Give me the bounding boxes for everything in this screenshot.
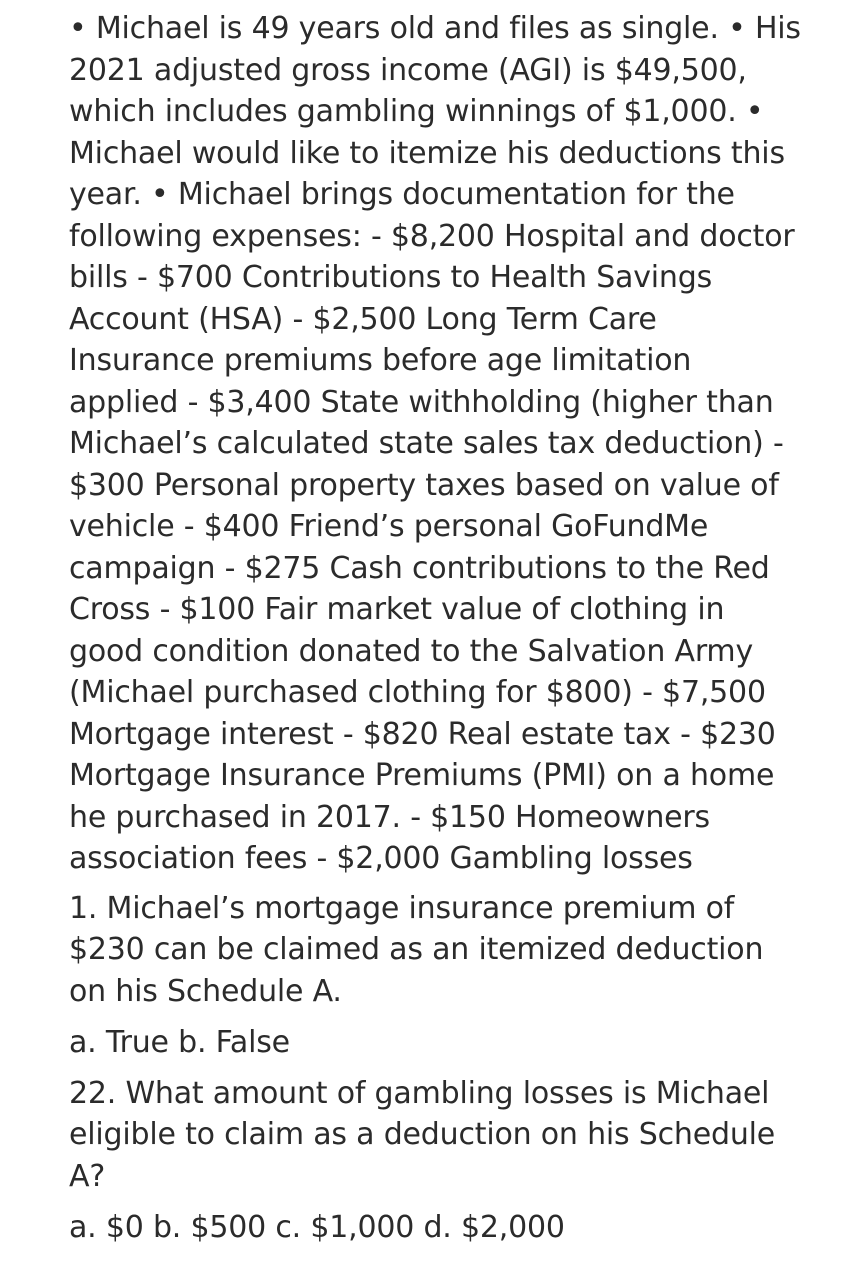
question1-line-1: 1. Michael’s mortgage insurance premium of [69,891,735,926]
scenario-line-7: bills - $700 Contributions to Health Savings [69,260,712,295]
scenario-line-12: $300 Personal property taxes based on value of [69,468,779,503]
scenario-line-14: campaign - $275 Cash contributions to the Red [69,551,770,586]
scenario-line-16: good condition donated to the Salvation Army [69,634,753,669]
question22-options: a. $0 b. $500 c. $1,000 d. $2,000 [69,1210,565,1245]
scenario-line-6: following expenses: - $8,200 Hospital and doctor [69,219,795,254]
scenario-line-8: Account (HSA) - $2,500 Long Term Care [69,302,657,337]
scenario-line-20: he purchased in 2017. - $150 Homeowners [69,800,710,835]
scenario-line-4: Michael would like to itemize his deductions this [69,136,785,171]
question1-options: a. True b. False [69,1025,290,1060]
scenario-line-15: Cross - $100 Fair market value of clothing in [69,592,725,627]
scenario-line-10: applied - $3,400 State withholding (higher than [69,385,774,420]
scenario-line-3: which includes gambling winnings of $1,000. • [69,94,764,129]
scenario-line-13: vehicle - $400 Friend’s personal GoFundMe [69,509,709,544]
scenario-line-11: Michael’s calculated state sales tax deduction) - [69,426,784,461]
question22-line-1: 22. What amount of gambling losses is Michael [69,1076,770,1111]
question1-line-2: $230 can be claimed as an itemized deduction [69,932,764,967]
question1-line-3: on his Schedule A. [69,974,342,1009]
question22-line-3: A? [69,1159,106,1194]
scenario-line-17: (Michael purchased clothing for $800) - $7,500 [69,675,766,710]
scenario-line-1: • Michael is 49 years old and files as single. • His [69,11,801,46]
scenario-line-18: Mortgage interest - $820 Real estate tax - $230 [69,717,776,752]
question22-line-2: eligible to claim as a deduction on his Schedule [69,1117,776,1152]
scenario-line-19: Mortgage Insurance Premiums (PMI) on a home [69,758,775,793]
scenario-line-21: association fees - $2,000 Gambling losses [69,841,693,876]
scenario-line-2: 2021 adjusted gross income (AGI) is $49,500, [69,53,747,88]
scenario-line-9: Insurance premiums before age limitation [69,343,692,378]
scenario-line-5: year. • Michael brings documentation for the [69,177,735,212]
